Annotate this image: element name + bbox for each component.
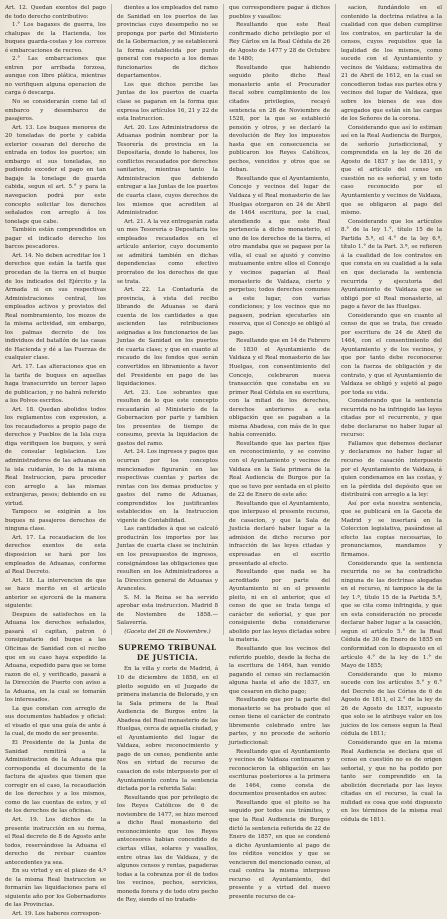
paragraph: Art. 17. Las alteraciones que en la tarifa de buques en aquellas haga transcurrido un tercer lapso de publicacion, y no habrá referido a los Polvos escritos. xyxy=(5,363,106,405)
paragraph: Considerando que así lo estiman así en la Real Audiencia de Burgos, de señorío jurisdiccional, y comprendida en la ley de 26 de Agosto de 1837 y las de 1811, y que el artículo del censo en cuestión no es señorial, y en todo caso reconocido por el Ayuntamiento y vecinos de Valdaza, que se obligaron al pago del mismo. xyxy=(341,124,442,217)
source-citation: (Gaceta del 26 de Noviembre.) xyxy=(124,628,211,635)
paragraph: Art. 19. Los haberes correspon- xyxy=(12,910,102,917)
paragraph: Art. 18. Quedan abolidos todos los reglamentos con expresion, a los recaudadores a propio pago de derechos y Pueblos de la Isla cuya diga verifiquen los buques, y será de consular legislacion. Los administradores de las aduanas en la isla cuidarán, lo de la misma Real Instruccion, para proceder con arreglo a las mismas extranjeras, pesos; debiendo en su virtud. xyxy=(5,406,106,507)
paragraph: Resultando que el Ayuntamiento y vecinos de Valdaza continuaron y reconocieron la obligación en las escrituras posteriores a la primera de 1464, como consta de documentos presentados en autos: xyxy=(229,748,330,798)
paragraph: Resultando que este Real confirmado dicho privilegio por el Rey Cárlos en la Real Cédula de 26 de Agosto de 1477 y 28 de Octubre de 1480; xyxy=(229,22,330,63)
paragraph: Art. 17. La recaudacion de los derechos exentos de esta disposicion se hará por los empleados de Aduanas, conforme al Real Decreto. xyxy=(5,534,106,576)
paragraph: Resultando que los vecinos del referido pueblo, desde la fecha de la escritura de 1464, han venido pagando el censo sin reclamación alguna hasta el año de 1837, en que cesaron en dicho pago; xyxy=(229,646,330,695)
paragraph: Considerando que los artículos 8.° de la ley 1.°, título 15 de la Partida 5.ª, el 4.° de la ley 6.ª, título 1.° de la Part. 3.ª, se refieren á la cualidad de los contratos en que consta en su cualidad a la sala en que declarada la sentencia recurrida y ejecutoria del Ayuntamiento de Valdaza que se obligó por el Real monasterio, al pago a favor de las Huelgas. xyxy=(341,218,442,311)
paragraph: El Presidente de la Junta de Sanidad remitirá a la Administracion de la Aduana que corresponda el documento de la factura de ajustes que tienen que corregir en el caso, la recaudación de los derechos y a los mismos, como de las cuentas de estos, y el de los derechos de las oficinas. xyxy=(5,740,106,815)
paragraph: Art. 12. Quedan exentos del pago de todo derecho contributivo: xyxy=(5,5,106,20)
paragraph: 2.° Las embarcaciones que entren por arribada forzosa, aunque con libre plática, mientras no verifiquen alguna operacion de carga ó descarga. xyxy=(5,56,106,97)
paragraph: En su virtud y en el plazo de 4.º de la misma Real Instruccion se formarán las liquidaciones para el siguiente año por los Gobernadores de las Provincias. xyxy=(5,868,106,909)
paragraph: Resultando que las partes fijas en reconocimiento, y se convino con el Ayuntamiento y vecinos de Valdaza en la Sala primera de la Real Audiencia de Burgos por la que se tuvo por sentada en el pleito de 22 de Enero de este año: xyxy=(229,440,330,499)
paragraph: Resultando que por la parte del monasterio se ha probado que el censo tiene el carácter de contrato libremente celebrado entre las partes, y no procede de señorío jurisdiccional: xyxy=(229,697,330,747)
paragraph: Art. 22. La Contaduría de provincia, à vista del recibo librando de Aduanas se dará cuenta de los cantidades a que ascienden las retribuciones asignadas a los funcionarios de las Juntas de Sanidad en los puertos de cuarta clase; y que en cuanto al recaudo de los fondos que serán convertidos en libramiento a favor del Presidente en pago de las liquidaciones. xyxy=(117,287,218,388)
paragraph: Art. 14. No deben acreditar los 1 derechos que están la tarifa que procedan de la tierra en el buque de los indicados del Ejército y la Armada ni en sus respectivas Administraciones central, los empleados activos y provistos del Real nombramiento, los mozos de la misma actividad, sin embargo, los palmas decreto de los individuos del batallón de las casas de Hacienda y dé a las Fuerzas de cualquier clase. xyxy=(5,252,106,362)
paragraph: sacion, fundándolo en el contenido la doctrina relativa a la cualidad con que deben cumplirse los contratos, en particular la de censos, cuyos requisitos que la legalidad de los mismos, como sucede con el Ayuntamiento y vecinos de Valdaza; estimativa de 21 de Abril de 1612, en la cual se concedieron todas sus partes otra y vecinos del lugar de Valdaza, que sobre los bienes de sus dos agregados que están sin las cargas de los Señores de la corona. xyxy=(341,5,442,123)
paragraph: dientes a los empleados del ramo de Sanidad en los puertos de las provincias cuyo desempeño no se proponga por parte del Ministerio de la Gobernacion, y se establecerá la forma establecida por punto general con respecto a los demas funcionarios de dichos departamentos. xyxy=(117,5,218,80)
column-3 xyxy=(229,4,330,900)
paragraph: Tampoco se exigirán a los buques ni pasajeros derechos de ninguna clase. xyxy=(5,509,106,533)
paragraph: Art. 24. Los ingresos y pagos que ocurran por los conceptos mencionados figurarán en las respectivas cuentas y partes de rentas con los demas productos y gastos del ramo de Aduanas, comprendidos los justificantes establecidos en la Instruccion vigente de Contabilidad. xyxy=(117,449,218,524)
paragraph: Art. 13. Los buques menores de 20 toneladas de porte y cabida exterior cesaran del derecho de entrada en todos los puertos; sin embargo el sus toneladas, no pudiendo exceder el pago en tan bagaje la tonelage de guarda cabida, segun el art. 5.° y para la navegacion podrá por este concepto solicitar los derechos señalados con arreglo á los tonelage que cabe. xyxy=(5,124,106,225)
paragraph: Considerando que en la misma Real Audiencia se declara que el censo en cuestión no es de origen señorial, y que no ha podido por tanto ser comprendido en la abolición decretada por las leyes citadas en el recurso, la cual la nulidad es cosa que esté dispuesto en los términos de la misma real cédula de 1811. xyxy=(341,740,442,823)
section-rule xyxy=(148,639,188,640)
paragraph: Resultando que en 14 de Febrero de 1830 el Ayuntamiento de Valdaza y el Real monasterio de las Huelgas, con consentimiento del Concejo, celebraron nueva transacción que constaba en su primer Real Cédula en su escritura, con la mitad de los derechos, derechos anteriores a esta obligación que se pagaban a la misma Abadesa, con más de lo que había convenido. xyxy=(229,338,330,439)
paragraph: Considerando que la sentencia recurrida no se ha contradicho ninguna de las doctrinas alegadas en el recurso, ni tampoco la de la ley 1.ª, título 15 de la Partida 5.ª, que se cita como infringida, y que en esta consideración no procede declarar haber lugar a la casación, segun el artículo 5.° de la Real Cédula de 30 de Enero de 1855 en conformidad con lo dispuesto en el artículo 4.° de la ley de 1.° de Mayo de 1855; xyxy=(341,560,442,670)
column-divider xyxy=(335,4,336,635)
column-divider xyxy=(223,4,224,635)
paragraph: Así por esta nuestra sentencia, que se publicará en la Gaceta de Madrid y se insertará en la Coleccion legislativa, pasándose al efecto las copias necesarias, lo pronunciamos, mandamos y firmamos. xyxy=(341,500,442,558)
paragraph: Considerando que la sentencia recurrida no ha infringido las leyes citadas por el recurrente, y que debe declararse no haber lugar al recurso: xyxy=(341,398,442,439)
paragraph: Art. 23. Los sobrantes que resulten de lo que este concepto recaudarán al Ministerio de la Gobernacion por parte y tambien los presentes de tiempo de consumo, previa la liquidacion de gastos del ramo. xyxy=(117,389,218,447)
paragraph: Las cantidades à que se calculó producirán los importes por las Juntas de cuarta clase se incluirán en los presupuestos de ingresos, consignándose las obligaciones que resulten en los Administradores a la Direccion general de Aduanas y Aranceles. xyxy=(117,526,218,593)
paragraph: Resultando que el pleito se ha seguido por todos sus trámites, y que la Real Audiencia de Burgos dictó la sentencia referida de 22 de Enero de 1857, en que se condenó a dicho Ayuntamiento al pago de los réditos vencidos y que se vencieren del mencionado censo, al cual contra la misma interpuso recurso el Ayuntamiento, del presente y a virtud del nuevo presente recurso de ca- xyxy=(229,799,330,900)
paragraph: que correspondiere pagar á dichos pueblos y vasallos: xyxy=(229,5,330,20)
column-2 xyxy=(117,4,219,904)
paragraph: Art. 19. Los dichos de la presente instrucción en su forma, el Real decreto de 8 de Agosto ante todos, reservándose la Aduana el derecho de revisar cuantos antecedentes ya sea. xyxy=(5,816,106,866)
paragraph: Fallamos que debemos declarar y declaramos no haber lugar al recurso de casación interpuesto por el Ayuntamiento de Valdaza, á quien condenamos en las costas, y en la pérdida del depósito que se distribuirá con arreglo a la ley: xyxy=(341,440,442,499)
paragraph: Considerando que en cuanto al censo de que se trata, fue creado por escritura de 24 de Abril de 1464, con el consentimiento del Ayuntamiento y de los vecinos, y que por tanto debe reconocerse con la fuerza de obligación y de contrato, y que el Ayuntamiento de Valdaza se obligó y sujetó al pago por toda su vida. xyxy=(341,312,442,396)
paragraph: Resultando que nada se ha acreditado por parte del Ayuntamiento ni en el presente pleito, ni en el anterior, que el censo de que se trata tenga el carácter de señorial, y que por consiguiente deba considerarse abolido por las leyes dictadas sobre la materia. xyxy=(229,569,330,644)
paragraph: Resultando que habiendo seguido pleito dicho Real monasterio ante el Procurador fiscal sobre cumplimiento de los citados privilegios, recayó sentencia en 28 de Noviembre de 1528, por la que se estableció pensión y otros, y se declaró la devolución de Rey los impuestos hasta que en consecuencia se publicaron los Reyes Católicos, pechos, vencidos y otros que se deban. xyxy=(229,64,330,174)
paragraph: Resultando que el Ayuntamiento, Concejo y vecinos del lugar de Valdaza y el Real monasterio de las Huelgas otorgaron en 24 de Abril de 1464 escritura, por la cual, atendiendo a que este Real pertenecía a dicho monasterio, el uno de los derechos de la tierra, el otro mandaba que se pagase por la villa, el cual se ajustó y convino mutuamente entre ellos el Concejo y vecinos pagarían al Real monasterio de Valdaza, cierto y perpetuo; todos derechos comunes a este lugar, con varias condiciones; y los vecinos que no pagasen, podrían ejecutarles sin reserva, que el Concejo se obligó al pago. xyxy=(229,175,330,336)
paragraph: Art. 18. La intervencion de que se hace merito en el articulo anterior se ejercerá de la manera siguiente: xyxy=(5,577,106,610)
paragraph: Resultando que el Ayuntamiento, que interpuso el presente recurso, de casacion, y que la Sala de Justicia declaró haber lugar a la admision de dicho recurso por infracción de las leyes citadas y expresadas en el escrito presentado al efecto. xyxy=(229,500,330,567)
column-1 xyxy=(5,4,106,917)
paragraph: S. M. la Reina se ha servido aprobar esta instruccion. Madrid 8 de Noviembre de 1858.—Salaverría. xyxy=(117,594,218,627)
paragraph: No se considerarán como tal el embarco y desembarco de pasajeros. xyxy=(5,99,106,123)
paragraph: La que constan con arreglo de sus documentos hablados y oficial: el visado el que una guía de ante á la cual, de modo de ser presente. xyxy=(5,705,106,738)
column-divider xyxy=(111,4,112,635)
paragraph: 1.° Los bagaxes de guerra, los chalupas de la Hacienda, los buques guarda-costas y los correos é embarcaciones de recreo. xyxy=(5,22,106,54)
paragraph: Art. 20. Los Administradores de Aduanas podrán nombrar por la Tesorería de provincia en la Depositaría, donde lo haberes, los conflictos recaudados por derechos sanitarios, mientras tanto la Administracion que debiendo entregar a las Juntas de los puertos de cuarta clase, cuyos derechos de los mismos que acrediten al Administrador. xyxy=(117,124,218,217)
paragraph: También están comprendidos en pagar el indicado derecho los barcos pescadores. xyxy=(5,227,106,251)
columns xyxy=(5,4,442,917)
paragraph: Despues de satisfechos en la Aduana los derechos señalados, pasará el capitan, patron ó consignatario del buque a las Oficinas de Sanidad con el recibo que en su caso haya expedido la Aduana, expedido para que se tome razon de el, y verificado, pasará a la Dirección de Puerto con aviso a la Aduana, en la cual se tomarán los interesados. xyxy=(5,611,106,704)
paragraph: En la villa y corte de Madrid, á 10 de diciembre de 1858, en el pleito seguido en el Juzgado de primera instancia de Belorado, y en la Sala primera de la Real Audiencia de Burgos entre la Abadesa del Real monasterio de las Huelgas, cerca de aquella ciudad, y el Ayuntamiento del lugar de Valdaza, sobre reconocimiento y pago de un censo, pendiente ante Nos en virtud de recurso de casacion de este interpuesto por el Ayuntamiento contra la sentencia dictada por la referida Sala: xyxy=(117,666,218,793)
paragraph: Art. 21. A la vez entregarán cada un mes Tesorería o Depositaria los empleados recaudados en el artículo anterior, cuyo documento se admitirá también en dichas dependencias como efectivo prorrateo de los derechos de que se trata. xyxy=(117,218,218,285)
paragraph: Los que dichos percibe las Juntas de los puertos de cuarta clase se pagaran en la forma que expresa los artículos 16, 21 y 22 de esta Instruccion. xyxy=(117,81,218,123)
paragraph: Resultando que por privilegio de los Reyes Católicos de 6 de noviembre de 1477, se hizo merced a dicho Real monasterio del reconocimiento que los Reyes antecesores habian concedido de ciertas villas, solares y vasallos, entre otras las de Valdaza, y de algunos censos y rentas, pagaderas todas a la cobranza por él de todos los vecinos, pechos, servicios, moneda forera y de todo otro pecho de Rey, siendo el no tratado- xyxy=(117,794,219,904)
column-4 xyxy=(341,4,442,823)
paragraph: Considerando que lo mismo sucede con los artículos 5.° y 6.° del Decreto de las Córtes de 6 de Agosto de 1811, el 2.° de la ley de 26 de Agosto de 1837, supuesto que solo se le atribuye valor en los juicios de los censos segun la Real cédula de 1811; xyxy=(341,671,442,738)
section-heading: SUPREMO TRIBUNAL DE JUSTICIA. xyxy=(118,643,217,663)
